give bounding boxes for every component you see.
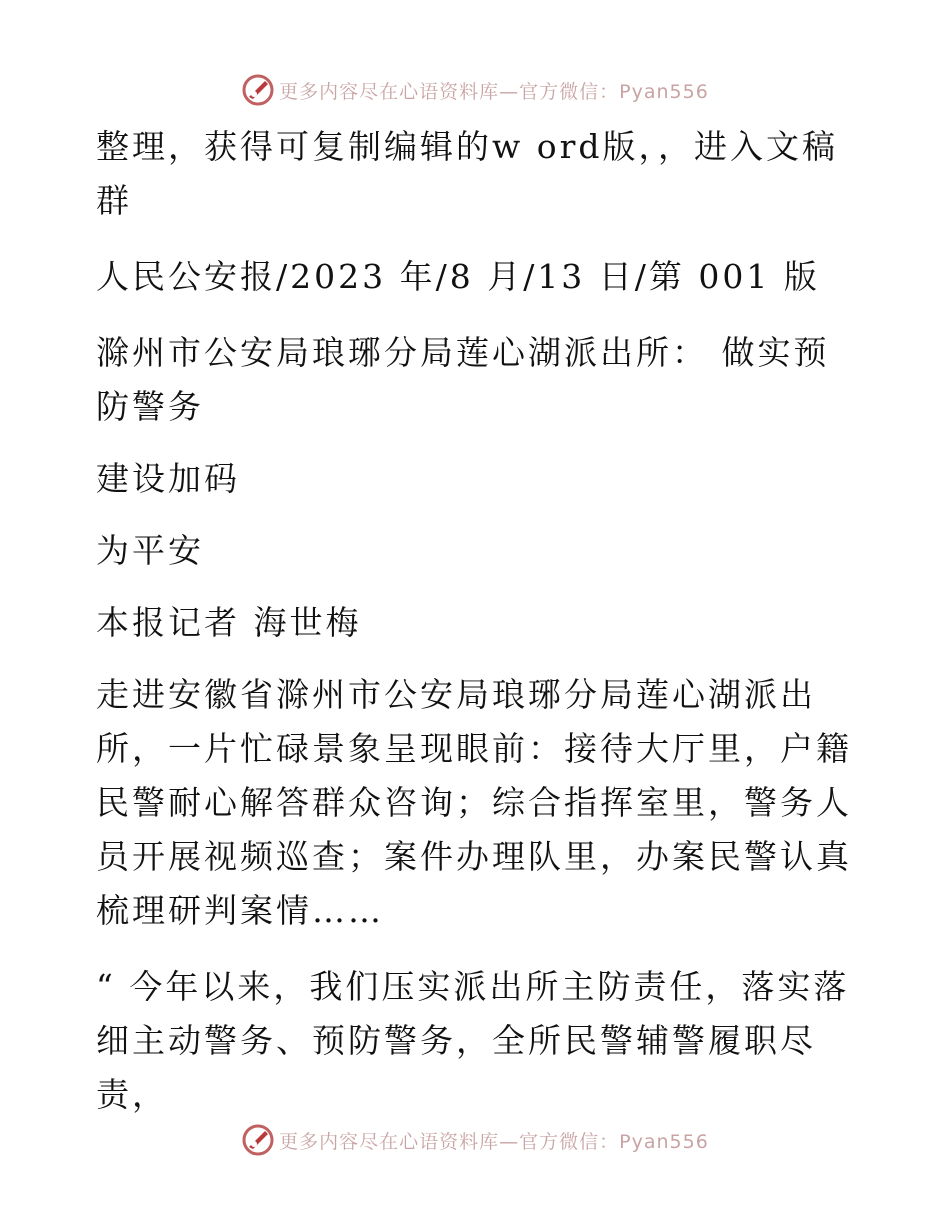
paragraph-source: 人民公安报/2023 年/8 月/13 日/第 001 版 [96,257,820,296]
paragraph-body-1: 走进安徽省滁州市公安局琅琊分局莲心湖派出所，一片忙碌景象呈现眼前：接待大厅里，户籍民警耐心解答群众咨询；综合指挥室里，警务人员开展视频巡查；案件办理队里，办案民警认真梳理研判案情…… [96,675,852,930]
paragraph-intro: 整理，获得可复制编辑的w ord版，，进入文稿群 [96,127,839,220]
watermark-text: 更多内容尽在心语资料库—官方微信：Pyan556 [279,80,709,103]
paragraph-body-2: “ 今年以来，我们压实派出所主防责任，落实落细主动警务、预防警务，全所民警辅警履职尽责， [96,967,850,1114]
paragraph-headline: 滁州市公安局琅琊分局莲心湖派出所： 做实预防警务 [96,333,830,426]
paragraph-subheadline-1: 建设加码 [96,459,240,498]
paragraph-subheadline-2: 为平安 [96,531,204,570]
quill-logo-icon [241,73,275,107]
watermark-text: 更多内容尽在心语资料库—官方微信：Pyan556 [279,1130,709,1153]
document-body [96,120,856,1122]
quill-logo-icon [241,1123,275,1157]
paragraph-byline: 本报记者 海世梅 [96,603,362,642]
footer-watermark [0,1120,950,1160]
header-watermark [0,70,950,110]
